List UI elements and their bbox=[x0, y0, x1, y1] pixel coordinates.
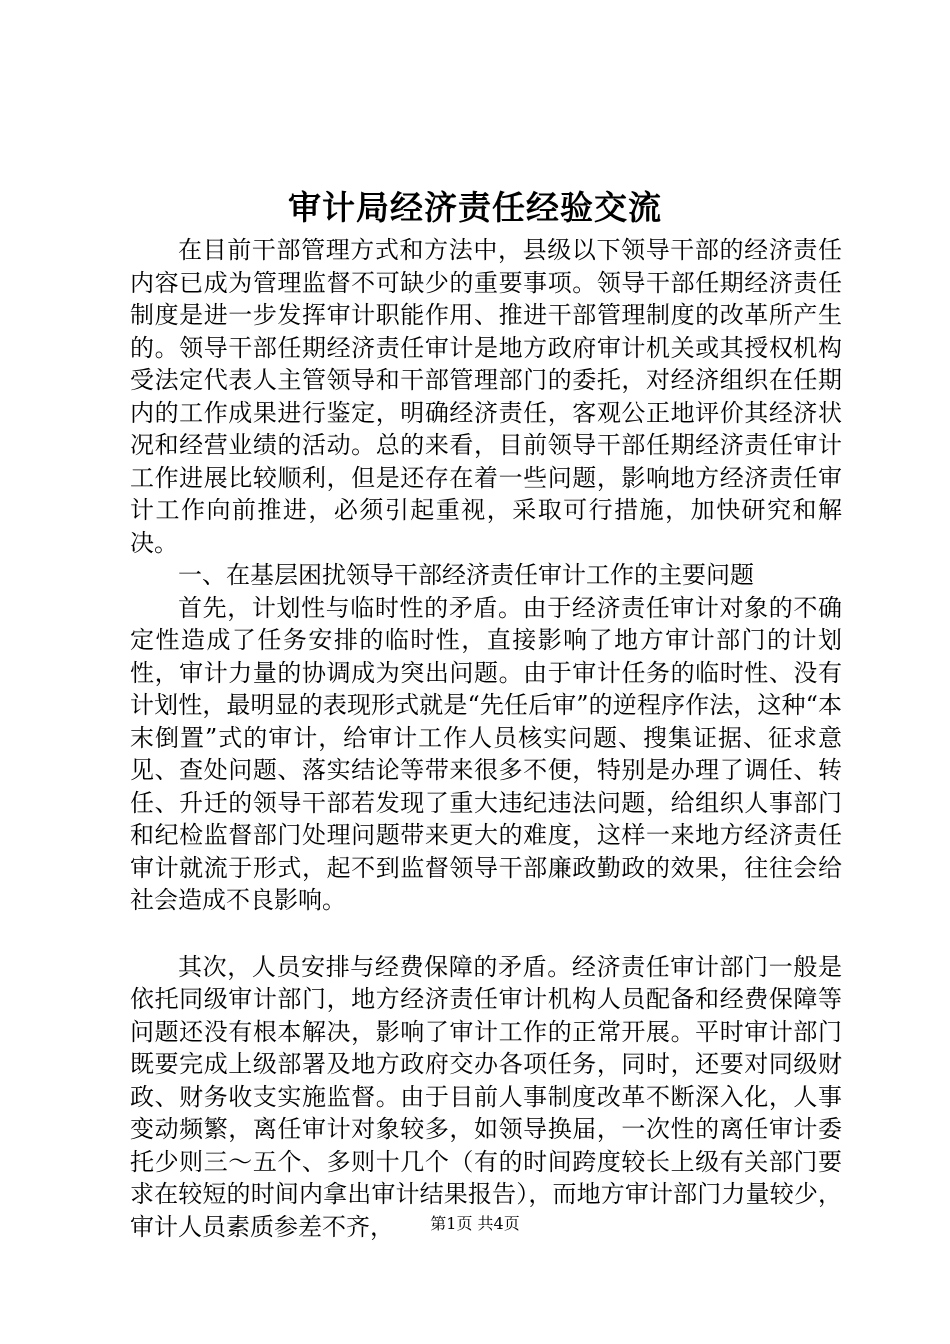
paragraph-second-issue: 其次，人员安排与经费保障的矛盾。经济责任审计部门一般是依托同级审计部门，地方经济责任审计机构人员配备和经费保障等问题还没有根本解决，影响了审计工作的正常开展。平时审计部门既要完成上级部署及地方政府交办各项任务，同时，还要对同级财政、财务收支实施监督。由于目前人事制度改革不断深入化，人事变动频繁，离任审计对象较多，如领导换届，一次性的离任审计委托少则三～五个、多则十几个（有的时间跨度较长上级有关部门要求在较短的时间内拿出审计结果报告），而地方审计部门力量较少，审计人员素质参差不齐， bbox=[130, 952, 842, 1241]
paragraph-first-issue: 首先，计划性与临时性的矛盾。由于经济责任审计对象的不确定性造成了任务安排的临时性，直接影响了地方审计部门的计划性，审计力量的协调成为突出问题。由于审计任务的临时性、没有计划性，最明显的表现形式就是“先任后审”的逆程序作法，这种“本末倒置”式的审计，给审计工作人员核实问题、搜集证据、征求意见、查处问题、落实结论等带来很多不便，特别是办理了调任、转任、升迁的领导干部若发现了重大违纪违法问题，给组织人事部门和纪检监督部门处理问题带来更大的难度，这样一来地方经济责任审计就流于形式，起不到监督领导干部廉政勤政的效果，往往会给社会造成不良影响。 bbox=[130, 593, 842, 914]
document-body bbox=[130, 234, 842, 1243]
paragraph-intro: 在目前干部管理方式和方法中，县级以下领导干部的经济责任内容已成为管理监督不可缺少的重要事项。领导干部任期经济责任制度是进一步发挥审计职能作用、推进干部管理制度的改革所产生的。领导干部任期经济责任审计是地方政府审计机关或其授权机构受法定代表人主管领导和干部管理部门的委托，对经济组织在任期内的工作成果进行鉴定，明确经济责任，客观公正地评价其经济状况和经营业绩的活动。总的来看，目前领导干部任期经济责任审计工作进展比较顺利，但是还存在着一些问题，影响地方经济责任审计工作向前推进，必须引起重视，采取可行措施，加快研究和解决。 bbox=[130, 236, 842, 557]
document-title: 审计局经济责任经验交流 bbox=[288, 188, 662, 227]
page-footer: 第1页 共4页 bbox=[430, 1214, 520, 1233]
section-heading: 一、在基层困扰领导干部经济责任审计工作的主要问题 bbox=[178, 561, 754, 589]
